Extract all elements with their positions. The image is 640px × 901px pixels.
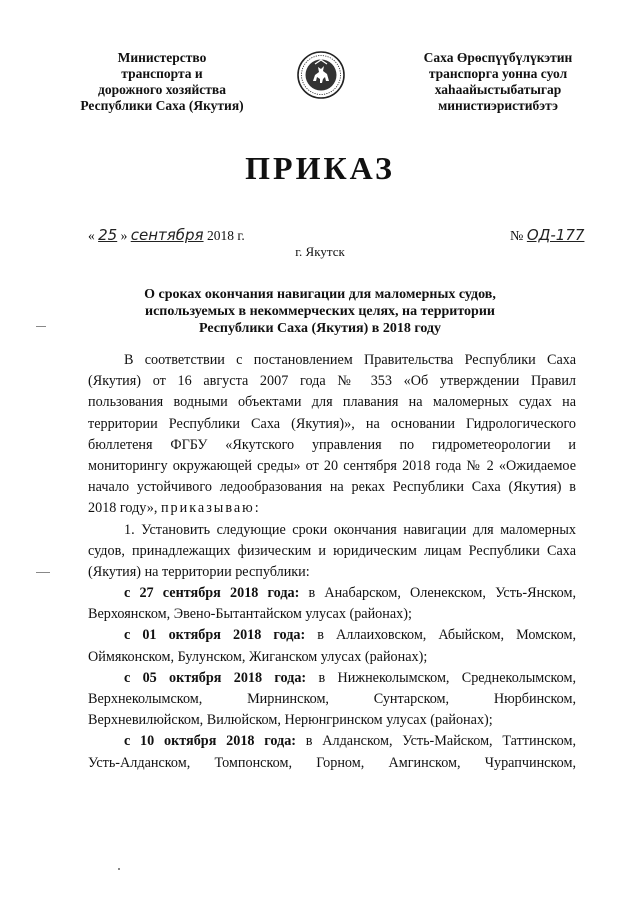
deadline-item: с 05 октября 2018 года: в Нижнеколымском, Среднеколымском, (124, 669, 577, 686)
scan-artifact (36, 326, 46, 327)
deadline-item: с 27 сентября 2018 года: в Анабарском, Оленекском, Усть-Янском, (124, 585, 576, 602)
date-day: 25 (98, 226, 118, 244)
order-number-value: ОД-177 (526, 226, 585, 244)
scan-artifact (36, 572, 50, 573)
order-body: В соответствии с постановлением Правительства Республики Саха (Якутия) от 16 августа 2007 года № 353 «Об утверждении Правил пользования водными объектами для плавания на маломерных судах на территории Республики Саха (Якутия)», на основании Гидрологического бюллетеня ФГБУ «Якутского управления по гидрометеорологии и мониторингу окружающей среды» от 20 сентября 2018 года № 2 «Ожидаемое начало устойчивого ледообразования на реках Республики Саха (Якутия) в 2018 году», приказываю: 1. Установить следующие сроки окончания навигации для маломерных судов, принадлежащих физическим и юридическим лицам Республики Саха (Якутия) на территории республики: с 27 сентября 2018 года: в Анабарском, Оленекском, Усть-Янском, Верхоянском, Эвено-Бытантайском улусах (районах); с 01 октября 2018 года: в Аллаиховском, Абыйском, Момском, Оймяконском, Булунском, Жиганском улусах (районах); с 05 октября 2018 года: в Нижнеколымском, Среднеколымском, Верхнеколымском, Мирнинском, Сунтарском, Нюрбинском, Верхневилюйском, Вилюйском, Нерюнгринском улусах (районах); с 10 октября 2018 года: в Алданском, Усть-Майском, Таттинском, Усть-Алданском, Томпонском, Горном, Амгинском, Чурапчинском, (88, 352, 577, 771)
date-month: сентября (130, 226, 204, 244)
ministry-name-yakut: Саха Өрөспүүбүлүкэтин транспорга уонна суол хаһаайыстыбатыгар министиэристибэтэ (423, 50, 573, 113)
city-label: г. Якутск (295, 244, 345, 259)
deadline-item: с 10 октября 2018 года: в Алданском, Усть-Майском, Таттинском, (124, 733, 577, 750)
scan-artifact (118, 868, 120, 870)
ministry-name-russian: Министерство транспорта и дорожного хозяйства Республики Саха (Якутия) (80, 50, 244, 113)
order-date: « 25 » сентября 2018 г. (88, 226, 245, 244)
order-subject: О сроках окончания навигации для маломерных судов, используемых в некоммерческих целях, на территории Республики Саха (Якутия) в 2018 году (144, 287, 496, 336)
republic-emblem-icon (296, 50, 346, 100)
order-number: № ОД-177 (510, 226, 585, 244)
date-year: 2018 г. (206, 228, 245, 243)
deadline-item: с 01 октября 2018 года: в Аллаиховском, Абыйском, Момском, (124, 627, 577, 644)
order-verb: приказываю: (160, 500, 261, 517)
document-title: ПРИКАЗ (245, 150, 395, 186)
